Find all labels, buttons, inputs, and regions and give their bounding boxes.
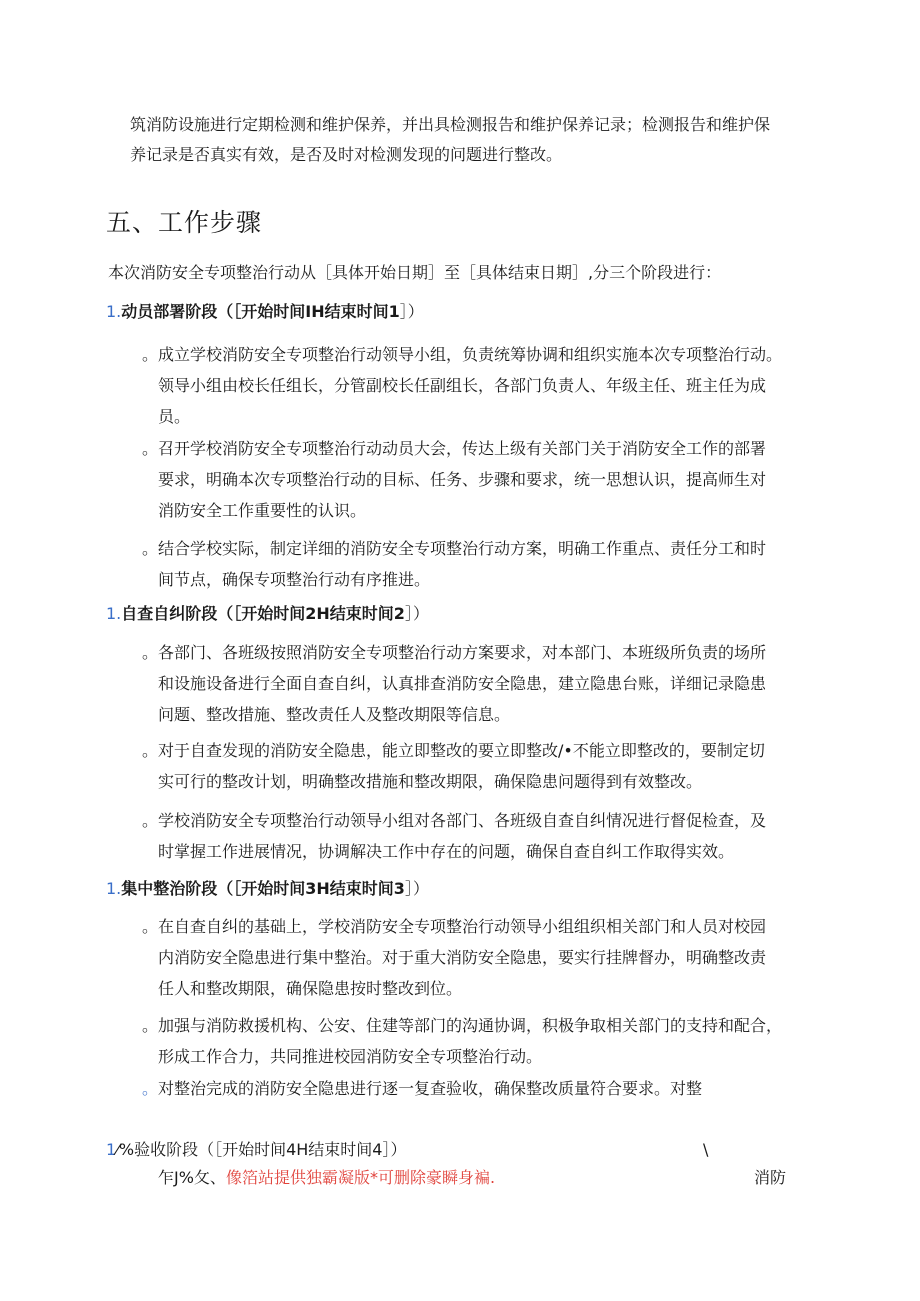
phase-1-bullet-3: [142, 533, 766, 595]
phase-title-text: 自查自纠阶段（［开始时间2H结束时间2: [121, 604, 405, 623]
bullet-line: 加强与消防救援机构、公安、住建等部门的沟通协调，积极争取相关部门的支持和配合，: [158, 1016, 783, 1035]
phase-2-bullet-1: [142, 637, 766, 730]
bullet-line: 问题、整改措施、整改责任人及整改期限等信息。: [158, 705, 511, 724]
watermark-text: 像箔站提供独霸凝版*可删除豪瞬身褊.: [225, 1168, 496, 1187]
phase-2-bullet-2: [142, 735, 765, 797]
phase-3-bullet-1: [142, 911, 766, 1004]
phase-1-bullet-1: [142, 339, 782, 432]
bullet-line: 成立学校消防安全专项整治行动领导小组，负责统筹协调和组织实施本次专项整治行动。: [158, 345, 783, 364]
phase-3-bullet-2: [142, 1010, 782, 1072]
bullet-dot: 。: [142, 439, 159, 458]
bullet-line: 学校消防安全专项整治行动领导小组对各部门、各班级自查自纠情况进行督促检查，及: [158, 811, 767, 830]
bullet-line: 消防安全工作重要性的认识。: [158, 501, 367, 520]
phase-title-text: 集中整治阶段（［开始时间3H结束时间3: [121, 879, 405, 898]
bullet-dot: 。: [142, 539, 159, 558]
intro-line-2: 养记录是否真实有效，是否及时对检测发现的问题进行整改。: [130, 145, 563, 164]
bullet-dot: 。: [142, 1079, 159, 1098]
phase-4-text: ⁄%验收阶段（［开始时间4H结束时间4］）: [116, 1140, 407, 1159]
intro-line-1: 筑消防设施进行定期检测和维护保养，并出具检测报告和维护保养记录；检测报告和维护保: [130, 115, 771, 134]
bullet-line: 任人和整改期限，确保隐患按时整改到位。: [158, 979, 463, 998]
phase-1-bullet-2: [142, 433, 766, 526]
bullet-line: 要求，明确本次专项整治行动的目标、任务、步骤和要求，统一思想认识，提高师生对: [158, 470, 767, 489]
phase-title-tail: ］）: [404, 604, 429, 623]
phase-3-title: [106, 877, 429, 901]
phase-number: 1.: [106, 604, 122, 623]
bullet-line: 召开学校消防安全专项整治行动动员大会，传达上级有关部门关于消防安全工作的部署: [158, 439, 767, 458]
phase-1-title: [106, 300, 424, 324]
phase-3-bullet-3: [142, 1073, 702, 1104]
bullet-line: 形成工作合力，共同推进校园消防安全专项整治行动。: [158, 1047, 543, 1066]
bullet-line: 时掌握工作进展情况，协调解决工作中存在的问题，确保自查自纠工作取得实效。: [158, 842, 735, 861]
phase-number: 1.: [106, 302, 122, 321]
section-lead: 本次消防安全专项整治行动从［具体开始日期］至［具体结束日期］,分三个阶段进行：: [108, 263, 722, 282]
bullet-line: 结合学校实际，制定详细的消防安全专项整治行动方案，明确工作重点、责任分工和时: [158, 539, 767, 558]
footer-prefix: 乍J%攵、: [158, 1168, 226, 1187]
bullet-dot: 。: [142, 345, 159, 364]
phase-4-title: [106, 1135, 406, 1165]
phase-title-text: 动员部署阶段（［开始时间IH结束时间1: [121, 302, 400, 321]
phase-title-tail: ］）: [399, 302, 424, 321]
bullet-line: 员。: [158, 407, 191, 426]
bullet-line: 各部门、各班级按照消防安全专项整治行动方案要求，对本部门、本班级所负责的场所: [158, 643, 767, 662]
bullet-line: 在自查自纠的基础上，学校消防安全专项整治行动领导小组组织相关部门和人员对校园: [158, 917, 767, 936]
bullet-line: 实可行的整改计划，明确整改措施和整改期限，确保隐患问题得到有效整改。: [158, 772, 703, 791]
bullet-line: 对于自查发现的消防安全隐患，能立即整改的要立即整改/•不能立即整改的，要制定切: [158, 741, 765, 760]
bullet-line: 间节点，确保专项整治行动有序推进。: [158, 570, 431, 589]
phase-number: 1.: [106, 879, 122, 898]
bullet-line: 和设施设备进行全面自查自纠，认真排查消防安全隐患，建立隐患台账，详细记录隐患: [158, 674, 767, 693]
bullet-dot: 。: [142, 917, 159, 936]
bullet-dot: 。: [142, 1016, 159, 1035]
stray-backslash: \: [703, 1140, 709, 1159]
bullet-line: 对整治完成的消防安全隐患进行逐一复查验收，确保整改质量符合要求。对整: [158, 1079, 703, 1098]
footer-right-text: 消防: [754, 1168, 787, 1187]
bullet-dot: 。: [142, 811, 159, 830]
phase-2-bullet-3: [142, 805, 766, 867]
phase-2-title: [106, 602, 429, 626]
bullet-dot: 。: [142, 643, 159, 662]
section-heading: 五、工作步骤: [106, 208, 263, 237]
bullet-dot: 。: [142, 741, 159, 760]
bullet-line: 领导小组由校长任组长，分管副校长任副组长，各部门负责人、年级主任、班主任为成: [158, 376, 767, 395]
bullet-line: 内消防安全隐患进行集中整治。对于重大消防安全隐患，要实行挂牌督办，明确整改责: [158, 948, 767, 967]
phase-number: 1: [106, 1140, 117, 1159]
phase-title-tail: ］）: [404, 879, 429, 898]
footer-line-2: [158, 1163, 495, 1193]
